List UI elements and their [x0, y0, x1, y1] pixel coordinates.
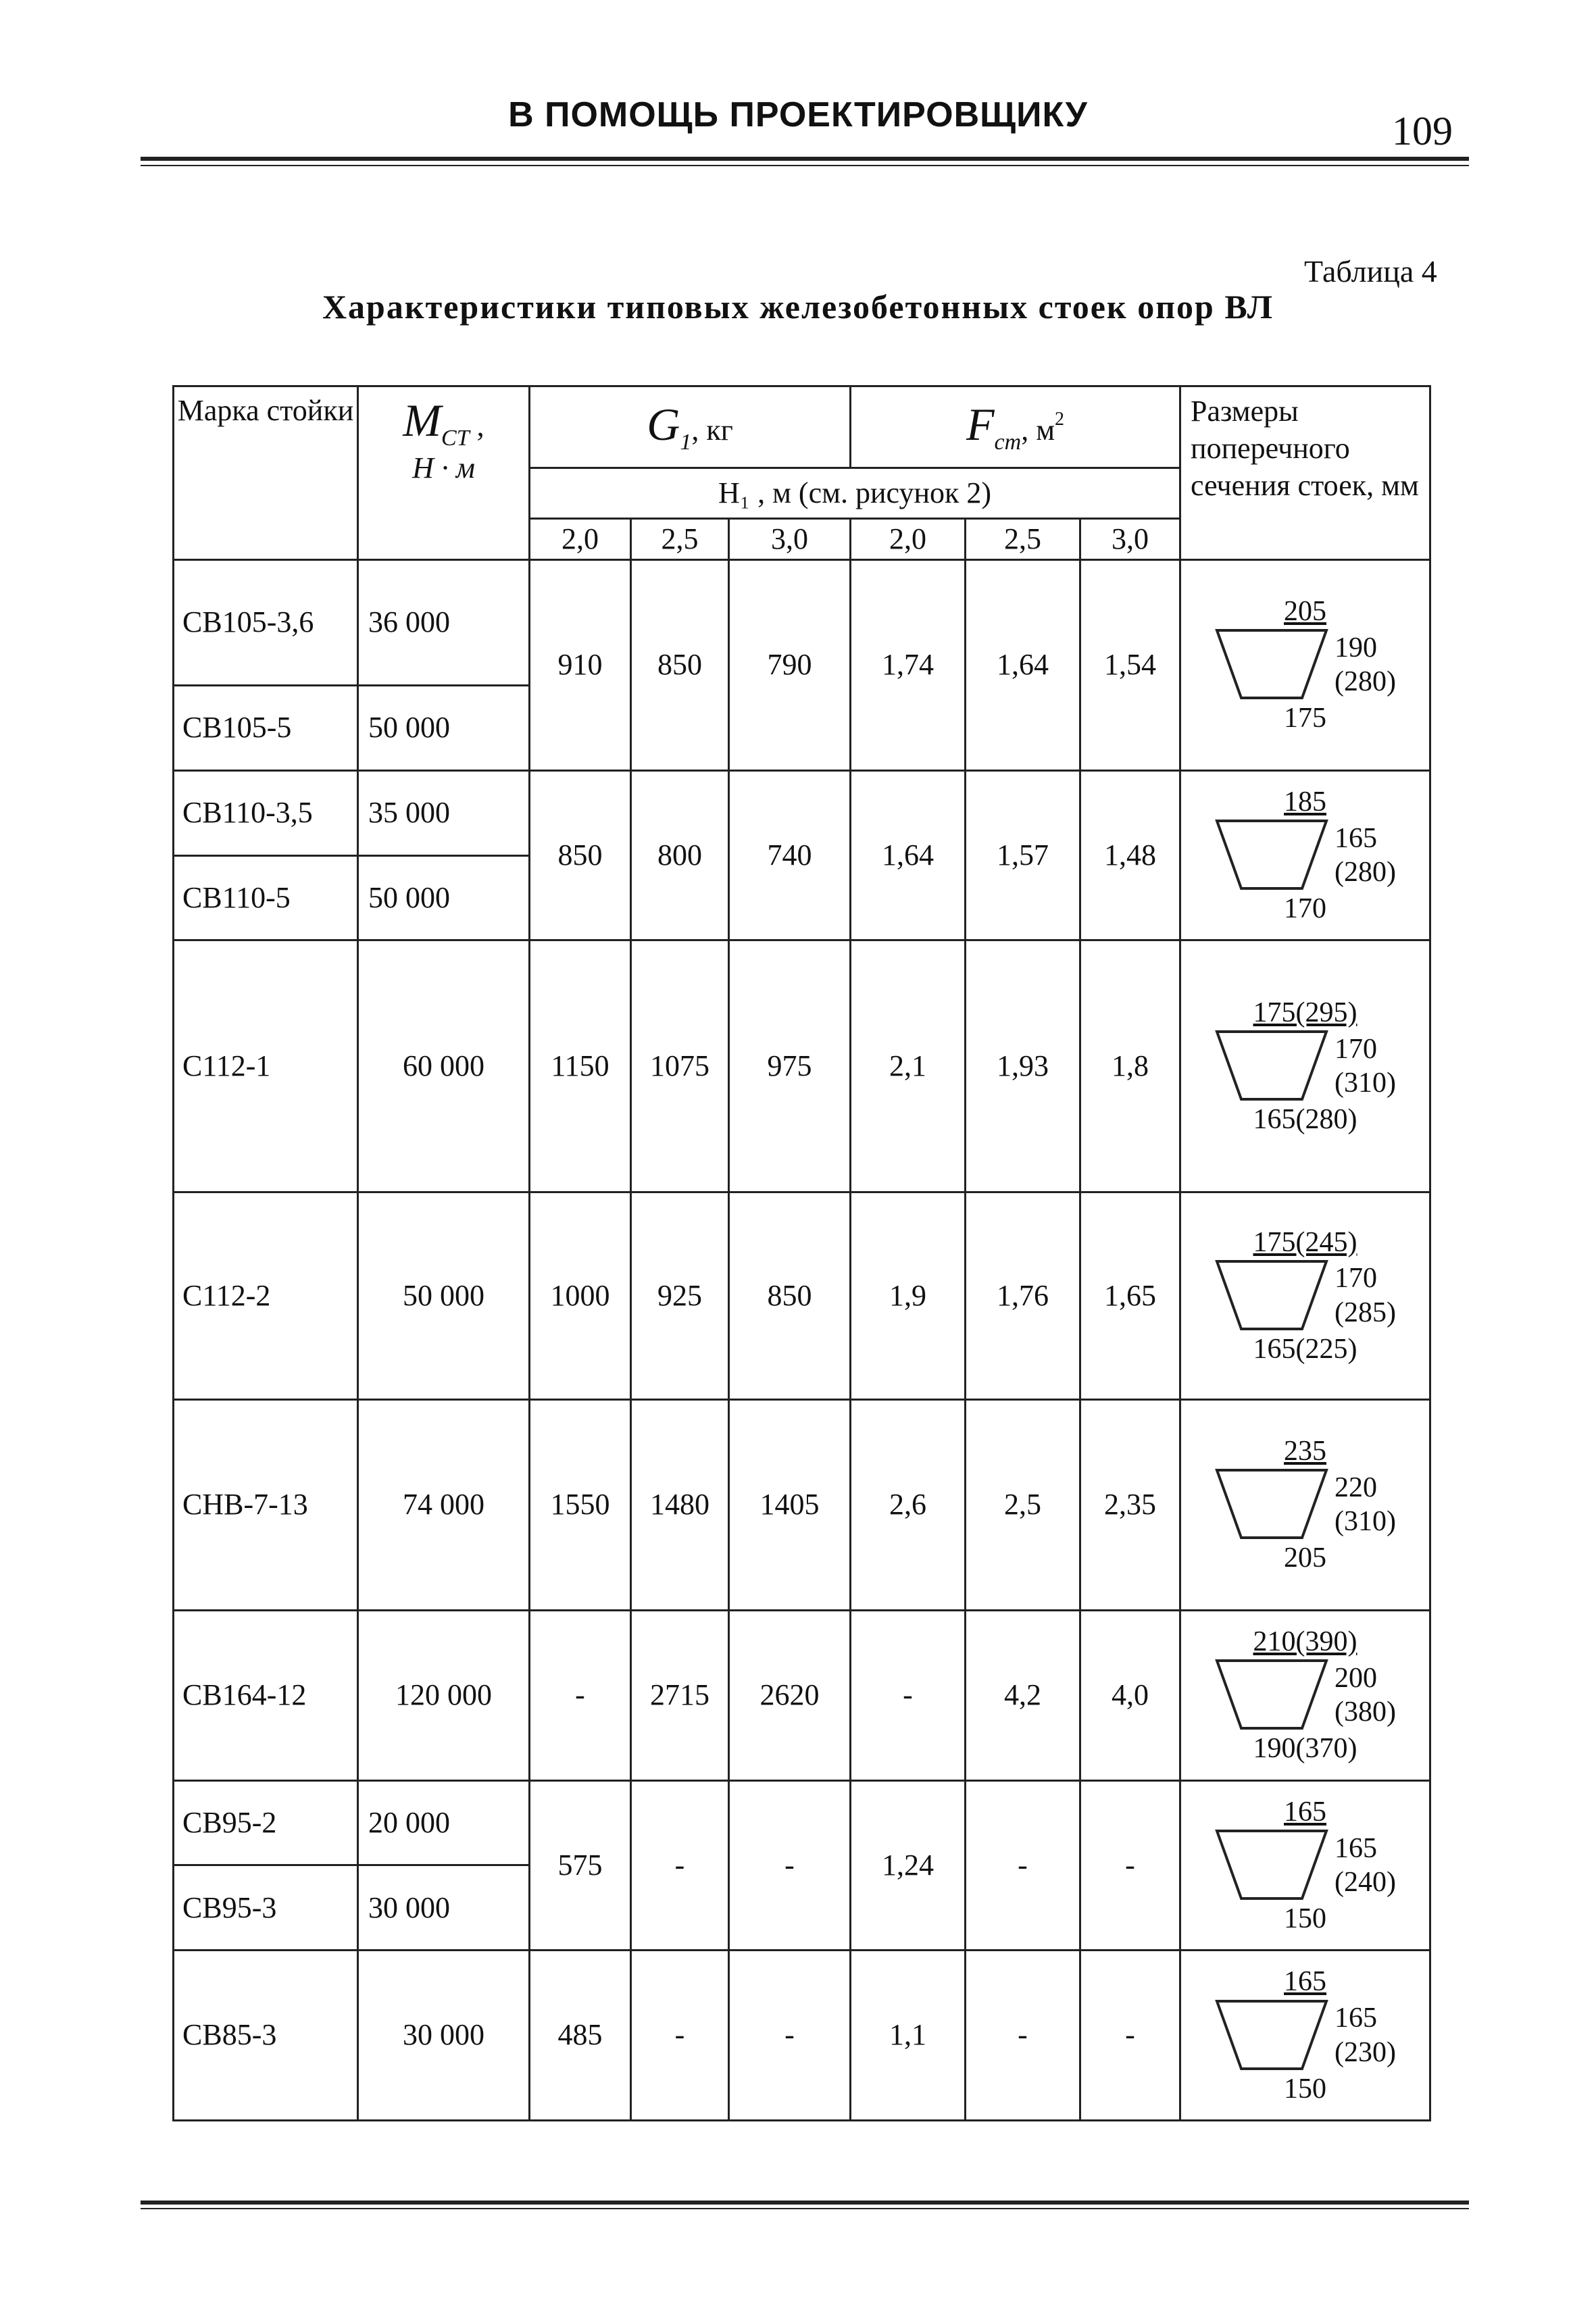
area-cell: 2,5	[966, 1399, 1080, 1610]
section-height-dimension: 165	[1335, 1832, 1378, 1864]
section-height-alt-dimension: (380)	[1335, 1696, 1396, 1728]
section-height-dimension: 170	[1335, 1033, 1378, 1065]
weight-cell: 1550	[530, 1399, 631, 1610]
section-diagram	[1181, 1796, 1429, 1936]
weight-cell: 790	[729, 559, 851, 770]
area-cell: -	[966, 1951, 1080, 2121]
section-bottom-dimension: 165(280)	[1253, 1104, 1357, 1136]
weight-cell: -	[631, 1951, 729, 2121]
section-cell	[1180, 1192, 1430, 1399]
table-label: Таблица 4	[1304, 254, 1437, 288]
weight-cell: 910	[530, 559, 631, 770]
trapezoid-section-icon	[1214, 1828, 1329, 1903]
area-cell: 1,57	[966, 770, 1080, 940]
section-bottom-dimension: 165(225)	[1253, 1333, 1357, 1365]
section-height-dimension: 165	[1335, 822, 1378, 854]
weight-cell: 575	[530, 1780, 631, 1951]
mark-cell: СВ105-3,6	[174, 559, 358, 685]
section-height-alt-dimension: (285)	[1335, 1297, 1396, 1328]
header-rule	[141, 157, 1469, 161]
moment-cell: 30 000	[358, 1865, 530, 1951]
section-height-dimension: 200	[1335, 1662, 1378, 1694]
moment-cell: 50 000	[358, 685, 530, 770]
trapezoid-section-icon	[1214, 1259, 1329, 1333]
weight-cell: 850	[729, 1192, 851, 1399]
section-cell	[1180, 1780, 1430, 1951]
weight-cell: 1480	[631, 1399, 729, 1610]
section-height-alt-dimension: (310)	[1335, 1506, 1396, 1538]
trapezoid-section-icon	[1214, 1467, 1329, 1542]
weight-cell: 1075	[631, 940, 729, 1192]
section-cell	[1180, 770, 1430, 940]
trapezoid-section-icon	[1214, 1658, 1329, 1732]
header-rule-thin	[141, 165, 1469, 166]
header-h-value: 2,5	[966, 519, 1080, 559]
section-top-dimension: 165	[1284, 1796, 1327, 1828]
section-top-dimension: 175(295)	[1253, 997, 1357, 1028]
weight-cell: 1000	[530, 1192, 631, 1399]
trapezoid-section-icon	[1214, 628, 1329, 702]
area-cell: 1,1	[851, 1951, 966, 2121]
weight-cell: 850	[631, 559, 729, 770]
header-height: H₁ , м (см. рисунок 2)	[530, 468, 1180, 519]
area-cell: 1,65	[1080, 1192, 1180, 1399]
trapezoid-section-icon	[1214, 1998, 1329, 2073]
mark-cell: СВ105-5	[174, 685, 358, 770]
section-diagram	[1181, 786, 1429, 926]
section-bottom-dimension: 170	[1284, 893, 1327, 925]
page-header-title: В ПОМОЩЬ ПРОЕКТИРОВЩИКУ	[508, 95, 1088, 134]
mark-cell: СВ110-5	[174, 855, 358, 940]
section-top-dimension: 175(245)	[1253, 1226, 1357, 1258]
mark-cell: С112-1	[174, 940, 358, 1192]
section-top-dimension: 205	[1284, 595, 1327, 627]
section-bottom-dimension: 190(370)	[1253, 1733, 1357, 1765]
header-h-value: 2,0	[530, 519, 631, 559]
section-height-alt-dimension: (280)	[1335, 666, 1396, 698]
section-diagram	[1181, 1965, 1429, 2105]
weight-cell: 1405	[729, 1399, 851, 1610]
section-top-dimension: 165	[1284, 1966, 1327, 1998]
weight-cell: 925	[631, 1192, 729, 1399]
mark-cell: СВ95-2	[174, 1780, 358, 1865]
section-diagram	[1181, 1626, 1429, 1765]
area-cell: 1,64	[966, 559, 1080, 770]
section-diagram	[1181, 1435, 1429, 1575]
weight-cell: 740	[729, 770, 851, 940]
area-cell: 2,6	[851, 1399, 966, 1610]
section-height-alt-dimension: (310)	[1335, 1067, 1396, 1099]
section-height-dimension: 190	[1335, 632, 1378, 663]
weight-cell: 485	[530, 1951, 631, 2121]
section-height-dimension: 220	[1335, 1472, 1378, 1504]
section-height-dimension: 170	[1335, 1263, 1378, 1294]
section-height-alt-dimension: (240)	[1335, 1866, 1396, 1898]
weight-cell: -	[631, 1780, 729, 1951]
area-cell: 1,64	[851, 770, 966, 940]
header-h-value: 2,0	[851, 519, 966, 559]
header-mark: Марка стойки	[174, 386, 358, 560]
area-cell: 1,8	[1080, 940, 1180, 1192]
table-caption: Характеристики типовых железобетонных стоек опор ВЛ	[322, 288, 1274, 326]
header-h-value: 2,5	[631, 519, 729, 559]
section-diagram	[1181, 997, 1429, 1136]
section-height-dimension: 165	[1335, 2003, 1378, 2034]
mark-cell: СВ95-3	[174, 1865, 358, 1951]
mark-cell: СВ164-12	[174, 1610, 358, 1780]
moment-cell: 20 000	[358, 1780, 530, 1865]
area-cell: 1,54	[1080, 559, 1180, 770]
weight-cell: -	[729, 1780, 851, 1951]
section-cell	[1180, 1610, 1430, 1780]
area-cell: 2,1	[851, 940, 966, 1192]
page-number: 109	[1392, 109, 1453, 153]
moment-cell: 50 000	[358, 1192, 530, 1399]
section-bottom-dimension: 175	[1284, 703, 1327, 734]
header-section: Размеры поперечного сечения стоек, мм	[1180, 386, 1430, 560]
section-top-dimension: 185	[1284, 786, 1327, 818]
weight-cell: 800	[631, 770, 729, 940]
weight-cell: 2715	[631, 1610, 729, 1780]
moment-cell: 60 000	[358, 940, 530, 1192]
area-cell: 1,76	[966, 1192, 1080, 1399]
footer-rule-thin	[141, 2208, 1469, 2209]
weight-cell: 1150	[530, 940, 631, 1192]
section-cell	[1180, 1399, 1430, 1610]
weight-cell: 975	[729, 940, 851, 1192]
section-diagram	[1181, 1226, 1429, 1366]
moment-cell: 30 000	[358, 1951, 530, 2121]
area-cell: -	[1080, 1951, 1180, 2121]
moment-cell: 74 000	[358, 1399, 530, 1610]
section-bottom-dimension: 150	[1284, 2073, 1327, 2105]
area-cell: 1,9	[851, 1192, 966, 1399]
mark-cell: СВ85-3	[174, 1951, 358, 2121]
moment-cell: 50 000	[358, 855, 530, 940]
area-cell: -	[1080, 1780, 1180, 1951]
area-cell: 4,2	[966, 1610, 1080, 1780]
area-cell: 1,74	[851, 559, 966, 770]
area-cell: 1,93	[966, 940, 1080, 1192]
section-bottom-dimension: 205	[1284, 1542, 1327, 1574]
trapezoid-section-icon	[1214, 818, 1329, 892]
characteristics-table	[172, 385, 1429, 2121]
header-weight: $G_1$, кг	[530, 386, 851, 468]
moment-cell: 36 000	[358, 559, 530, 685]
section-cell	[1180, 940, 1430, 1192]
section-height-alt-dimension: (230)	[1335, 2036, 1396, 2068]
header-area: $F_{cm}$, $м^2$	[851, 386, 1180, 468]
moment-cell: 35 000	[358, 770, 530, 855]
moment-cell: 120 000	[358, 1610, 530, 1780]
mark-cell: СНВ-7-13	[174, 1399, 358, 1610]
section-cell	[1180, 559, 1430, 770]
mark-cell: С112-2	[174, 1192, 358, 1399]
weight-cell: -	[729, 1951, 851, 2121]
header-h-value: 3,0	[729, 519, 851, 559]
area-cell: 1,24	[851, 1780, 966, 1951]
area-cell: 2,35	[1080, 1399, 1180, 1610]
trapezoid-section-icon	[1214, 1029, 1329, 1103]
area-cell: 1,48	[1080, 770, 1180, 940]
area-cell: -	[966, 1780, 1080, 1951]
header-h-value: 3,0	[1080, 519, 1180, 559]
weight-cell: 2620	[729, 1610, 851, 1780]
section-top-dimension: 210(390)	[1253, 1626, 1357, 1657]
header-moment: $M_{CT}$ , H · м	[358, 386, 530, 560]
section-bottom-dimension: 150	[1284, 1903, 1327, 1934]
footer-rule	[141, 2200, 1469, 2205]
section-height-alt-dimension: (280)	[1335, 857, 1396, 888]
weight-cell: -	[530, 1610, 631, 1780]
area-cell: 4,0	[1080, 1610, 1180, 1780]
weight-cell: 850	[530, 770, 631, 940]
section-cell	[1180, 1951, 1430, 2121]
section-top-dimension: 235	[1284, 1436, 1327, 1467]
area-cell: -	[851, 1610, 966, 1780]
section-diagram	[1181, 595, 1429, 735]
mark-cell: СВ110-3,5	[174, 770, 358, 855]
